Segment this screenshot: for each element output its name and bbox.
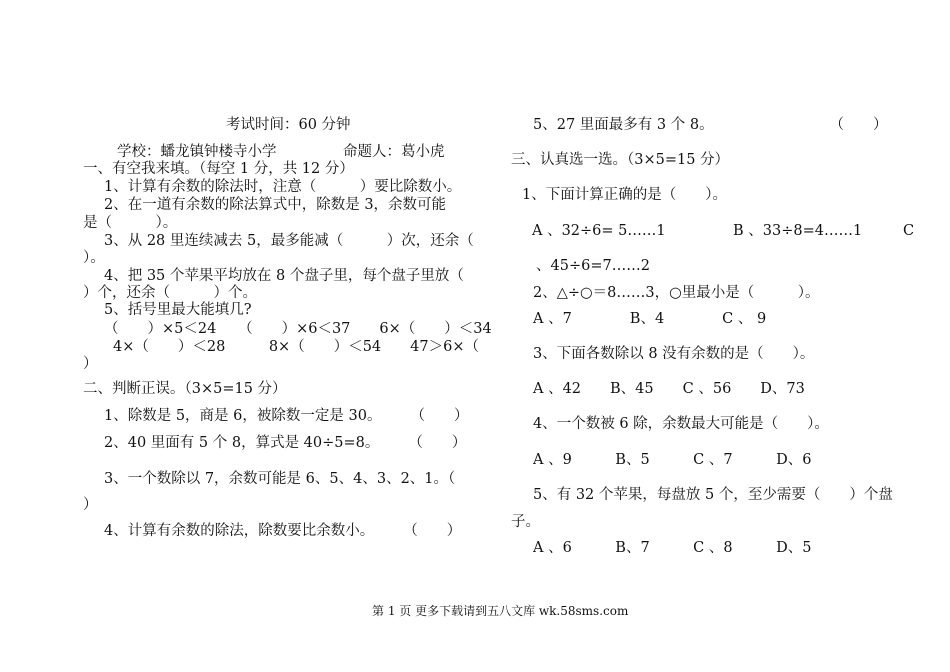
s1-q3-line2: ）。: [83, 250, 105, 266]
s3-q4-options: A 、9 B、5 C 、7 D、6: [533, 452, 812, 468]
section3-title: 三、认真选一选。（3×5=15 分）: [511, 152, 730, 168]
page-footer: 第 1 页 更多下载请到五八文库 wk.58sms.com: [372, 604, 629, 618]
s2-q2: 2、40 里面有 5 个 8，算式是 40÷5=8。 （ ）: [104, 435, 467, 451]
s1-q2-line2: 是（ ）。: [83, 215, 178, 231]
s3-q2: 2、△÷○＝8……3，○里最小是（ ）。: [533, 285, 820, 301]
s1-q3-line1: 3、从 28 里连续减去 5，最多能减（ ）次，还余（: [104, 233, 474, 249]
s3-q3-options: A 、42 B、45 C 、56 D、73: [533, 381, 805, 397]
s3-q1: 1、下面计算正确的是（ ）。: [522, 187, 727, 203]
exam-author: 命题人：葛小虎: [343, 144, 445, 160]
s1-q5: 5、括号里最大能填几?: [104, 302, 252, 318]
s1-q2-line1: 2、在一道有余数的除法算式中，除数是 3，余数可能: [104, 197, 447, 213]
s3-q1-option-c-label: C: [903, 223, 915, 239]
s3-q5-options: A 、6 B、7 C 、8 D、5: [533, 540, 812, 556]
s1-q5-line3: ）: [83, 356, 98, 372]
exam-time: 考试时间：60 分钟: [226, 117, 351, 133]
s2-q3-line1: 3、一个数除以 7，余数可能是 6、5、4、3、2、1。（: [104, 471, 456, 487]
s3-q1-option-b: B 、33÷8=4……1: [733, 223, 863, 239]
s1-q4-line2: ）个，还余（ ）个。: [83, 285, 257, 301]
s3-q2-options: A 、7 B、4 C 、 9: [533, 311, 767, 327]
s1-q5-line1: （ ）×5＜24 （ ）×6＜37 6×（ ）＜34: [104, 321, 492, 337]
section1-title: 一、有空我来填。（每空 1 分，共 12 分）: [83, 161, 354, 177]
s3-q3: 3、下面各数除以 8 没有余数的是（ ）。: [533, 346, 815, 362]
s3-q1-option-a: A 、32÷6= 5……1: [532, 223, 666, 239]
s1-q5-line2: 4×（ ）＜28 8×（ ）＜54 47＞6×（: [113, 339, 479, 355]
s2-q1: 1、除数是 5，商是 6，被除数一定是 30。 （ ）: [104, 408, 469, 424]
s3-q4: 4、一个数被 6 除，余数最大可能是（ ）。: [533, 416, 829, 432]
school-name: 学校：蟠龙镇钟楼寺小学: [117, 144, 277, 160]
s1-q4-line1: 4、把 35 个苹果平均放在 8 个盘子里，每个盘子里放（: [104, 268, 464, 284]
s2-q3-line2: ）: [83, 497, 98, 513]
s3-q5-line2: 子。: [511, 514, 540, 530]
section2-title: 二、判断正误。（3×5=15 分）: [83, 381, 287, 397]
s1-q1: 1、计算有余数的除法时，注意（ ）要比除数小。: [104, 179, 462, 195]
s3-q5-line1: 5、有 32 个苹果，每盘放 5 个，至少需要（ ）个盘: [533, 487, 893, 503]
s2-q5: 5、27 里面最多有 3 个 8。 （ ）: [533, 117, 888, 133]
s3-q1-option-c: 、45÷6=7……2: [536, 258, 650, 274]
s2-q4: 4、计算有余数的除法，除数要比余数小。 （ ）: [104, 523, 462, 539]
